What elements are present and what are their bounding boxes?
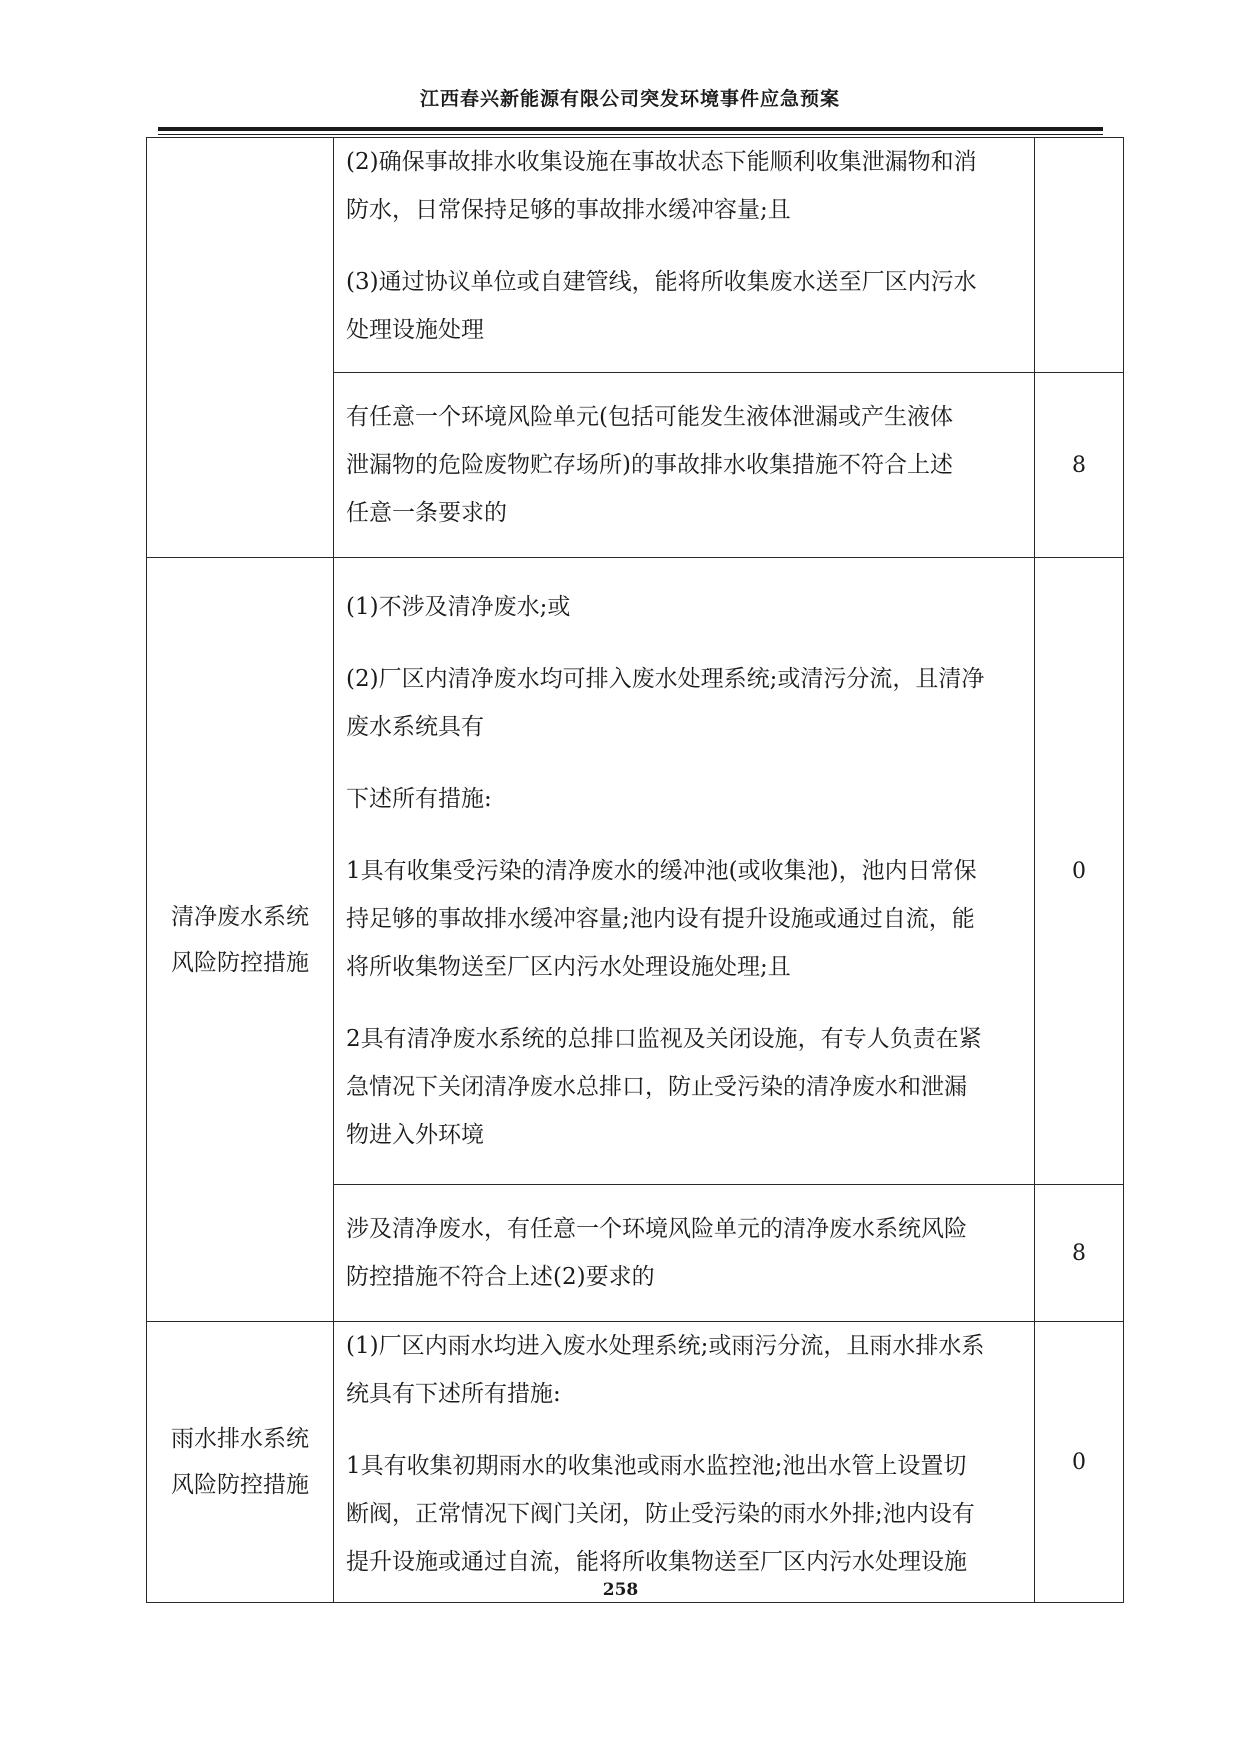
score-cell: 8	[1035, 373, 1124, 558]
category-label: 风险防控措施	[171, 949, 309, 976]
score-cell: 0	[1035, 1322, 1124, 1603]
description-cell	[334, 558, 1035, 1185]
text-line: 1具有收集受污染的清净废水的缓冲池(或收集池)，池内日常保	[346, 858, 977, 884]
text-line: (2)厂区内清净废水均可排入废水处理系统;或清污分流，且清净	[346, 666, 985, 692]
category-cell-rainwater	[147, 1322, 334, 1603]
text-line: 提升设施或通过自流，能将所收集物送至厂区内污水处理设施	[346, 1549, 967, 1575]
text-line: (1)不涉及清净废水;或	[346, 594, 571, 620]
text-line: 1具有收集初期雨水的收集池或雨水监控池;池出水管上设置切	[346, 1453, 967, 1479]
text-line: 下述所有措施:	[346, 786, 492, 812]
text-line: 有任意一个环境风险单元(包括可能发生液体泄漏或产生液体	[346, 404, 953, 430]
header-rule-thick	[158, 127, 1103, 131]
description-cell	[334, 138, 1035, 373]
score-cell	[1035, 138, 1124, 373]
page-number: 258	[602, 1580, 639, 1600]
text-line: 统具有下述所有措施:	[346, 1381, 561, 1407]
table-row	[147, 1322, 1124, 1603]
text-line: 断阀，正常情况下阀门关闭，防止受污染的雨水外排;池内设有	[346, 1501, 975, 1527]
text-line: 防水，日常保持足够的事故排水缓冲容量;且	[346, 197, 791, 223]
category-label: 清净废水系统	[171, 903, 309, 930]
risk-assessment-table	[146, 137, 1124, 1603]
description-cell	[334, 1185, 1035, 1322]
text-line: (2)确保事故排水收集设施在事故状态下能顺利收集泄漏物和消	[346, 149, 977, 175]
category-cell-empty	[147, 138, 334, 558]
table-row	[147, 558, 1124, 1185]
score-cell: 8	[1035, 1185, 1124, 1322]
description-cell	[334, 373, 1035, 558]
category-label: 雨水排水系统	[171, 1426, 309, 1452]
table-row	[147, 138, 1124, 373]
text-line: (3)通过协议单位或自建管线，能将所收集废水送至厂区内污水	[346, 269, 977, 295]
text-line: 废水系统具有	[346, 714, 484, 740]
description-cell	[334, 1322, 1035, 1603]
document-header: 江西春兴新能源有限公司突发环境事件应急预案	[419, 88, 840, 110]
text-line: 持足够的事故排水缓冲容量;池内设有提升设施或通过自流，能	[346, 906, 975, 932]
text-line: 物进入外环境	[346, 1122, 484, 1148]
score-cell: 0	[1035, 558, 1124, 1185]
text-line: 2具有清净废水系统的总排口监视及关闭设施，有专人负责在紧	[346, 1026, 982, 1052]
text-line: 涉及清净废水，有任意一个环境风险单元的清净废水系统风险	[346, 1216, 967, 1242]
text-line: 急情况下关闭清净废水总排口，防止受污染的清净废水和泄漏	[346, 1074, 967, 1100]
category-cell-clean-wastewater	[147, 558, 334, 1322]
text-line: 防控措施不符合上述(2)要求的	[346, 1264, 655, 1290]
header-rule-thin	[158, 134, 1103, 135]
text-line: 将所收集物送至厂区内污水处理设施处理;且	[346, 954, 791, 980]
text-line: 泄漏物的危险废物贮存场所)的事故排水收集措施不符合上述	[346, 452, 953, 478]
text-line: 处理设施处理	[346, 317, 484, 343]
text-line: 任意一条要求的	[346, 500, 507, 526]
category-label: 风险防控措施	[171, 1472, 309, 1498]
text-line: (1)厂区内雨水均进入废水处理系统;或雨污分流，且雨水排水系	[346, 1333, 985, 1359]
